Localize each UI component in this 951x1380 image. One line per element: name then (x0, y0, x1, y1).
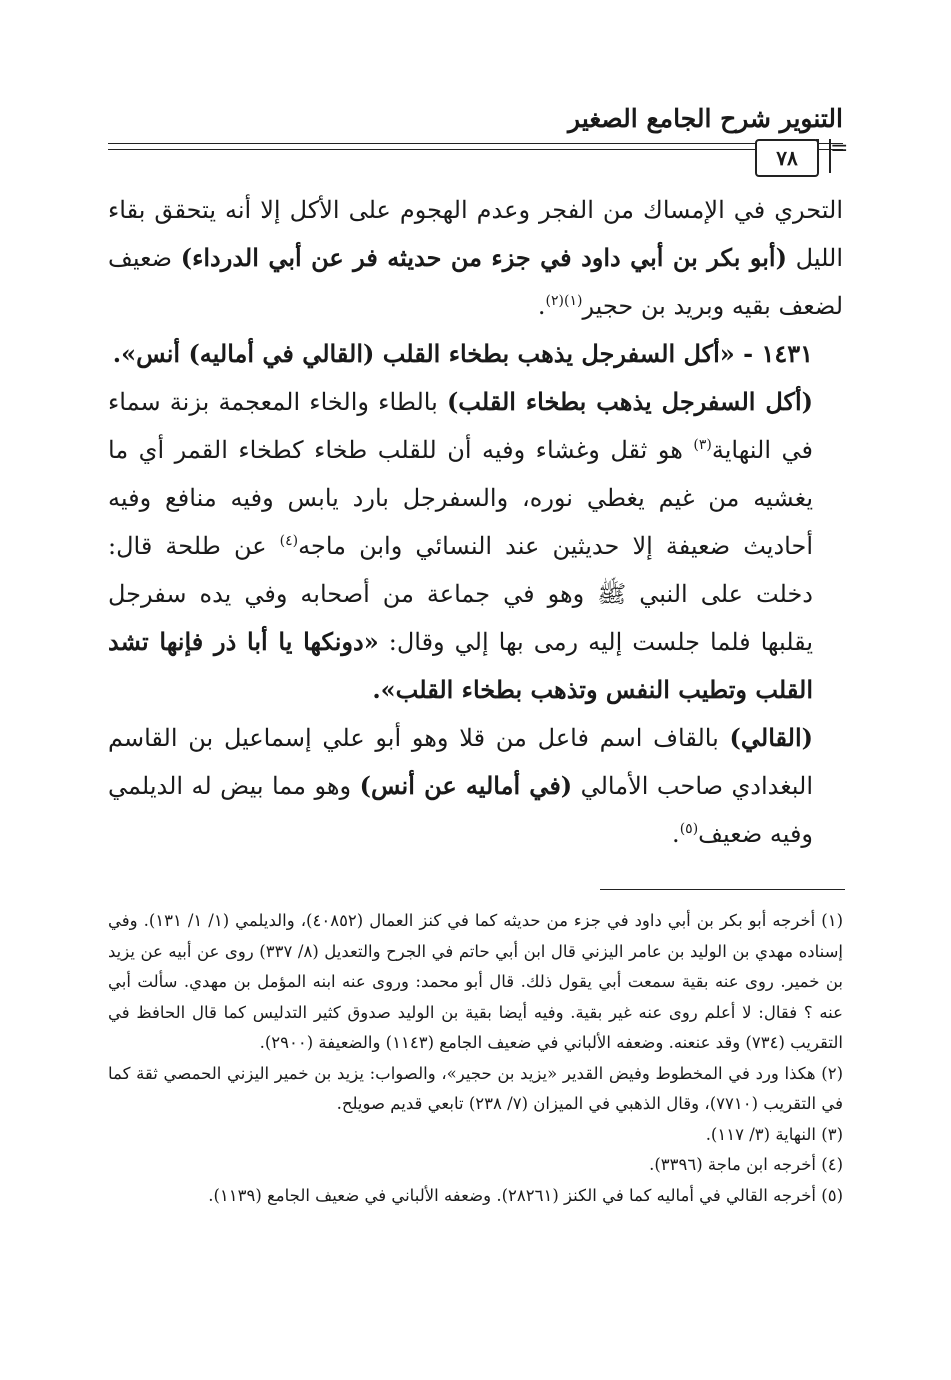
text-run: . (537, 292, 546, 320)
text-line: التحري في الإمساك من الفجر وعدم الهجوم على الأكل إلا أنه يتحقق بقاء الليل (108, 196, 844, 272)
text-run: هو ثقل وغشاء وفيه أن للقلب طخاء كطخاء القمر أي ما يغشيه من غيم يغطي نوره، والسفرجل بارد يابس وفيه منافع وفيه أحاديث ضعيفة إلا حديثين عند النسائي وابن ماجه (108, 436, 813, 560)
source-name: (القالي) (729, 723, 813, 752)
footnote-ref: (١)(٢) (545, 293, 583, 309)
source-citation: (أبو بكر بن أبي داود في جزء من حديثه فر عن أبي الدرداء) (180, 243, 787, 272)
footnote: (٢) هكذا ورد في المخطوط وفيض القدير «يزيد بن حجير»، والصواب: يزيد بن خمير اليزني الحمصي ثقة كما في التقريب (٧٧١٠)، وقال الذهبي في الميزان (٧/ ٢٣٨) تابعي قديم صويلح. (108, 1063, 843, 1113)
commentary-paragraph (108, 378, 843, 714)
hadith-quote: (أكل السفرجل يذهب بطخاء القلب) (446, 387, 813, 416)
hadith-heading: ١٤٣١ - «أكل السفرجل يذهب بطخاء القلب (القالي في أماليه) أنس». (112, 339, 813, 368)
footnote: (٣) النهاية (٣/ ١١٧). (705, 1124, 843, 1144)
commentary-paragraph (108, 714, 843, 858)
header-rule-bottom (108, 149, 843, 150)
footnote-separator (600, 889, 845, 890)
page-number: ٧٨ (755, 139, 819, 177)
hadith-quote: «دونكها يا أبا ذر فإنها تشد القلب وتطيب النفس وتذهب بطخاء القلب». (108, 627, 813, 704)
footnote: (٥) أخرجه القالي في أماليه كما في الكنز (٢٨٢٦١). وضعفه الألباني في ضعيف الجامع (١١٣٩). (208, 1185, 843, 1205)
footnote-ref: (٥) (679, 821, 699, 837)
footnotes (108, 906, 843, 1211)
text-run: بقيه وبريد بن حجير (582, 292, 771, 320)
source-citation: (في أماليه عن أنس) (359, 771, 573, 800)
footnote-ref: (٣) (693, 437, 712, 453)
text-run: بالطاء والخاء المعجمة بزنة سماء في النهاية (108, 388, 814, 464)
text-run: بالقاف اسم فاعل من قلا وهو أبو علي إسماعيل بن القاسم البغدادي صاحب الأمالي (108, 724, 814, 800)
footnote: (٤) أخرجه ابن ماجة (٣٣٩٦). (649, 1155, 843, 1174)
continuation-paragraph (108, 186, 843, 330)
text-run: وهو مما بيض له الديلمي وفيه ضعيف (108, 772, 813, 848)
header-rule-top (108, 143, 843, 144)
text-run: عن طلحة قال: دخلت على النبي ﷺ وهو في جماعة من أصحابه وفي يده سفرجل يقلبها فلما جلست إليه رمى بها إلي وقال: (108, 532, 814, 656)
text-run: . (672, 820, 680, 848)
footnote: (١) أخرجه أبو بكر بن أبي داود في جزء من حديثه كما في كنز العمال (٤٠٨٥٢)، والديلمي (١/ ١/ ١٣١). وفي إسناده مهدي بن الوليد بن عامر اليزني قال ابن أبي حاتم في الجرح والتعديل (٨/ ٣٣٧) روى عن أبيه عن يزيد بن خمير. روى عنه بقية سمعت أبي يقول ذلك. قال أبو محمد: وروى عنه ابنه المؤمل بن مهدي. سألت أبي عنه ؟ فقال: لا أعلم روى عنه غير بقية. وفيه أيضا بقية بن الوليد صدوق كثير التدليس كما قال الحافظ في التقريب (٧٣٤) وقد عنعنه. وضعفه الألباني في ضعيف الجامع (١١٤٣) والضعيفة (٢٩٠٠). (108, 911, 843, 1052)
footnote-ref: (٤) (279, 533, 299, 549)
running-title: التنوير شرح الجامع الصغير (568, 104, 843, 133)
header-rule-end-mark: = (830, 136, 849, 161)
text-run: ضعيف لضعف (108, 244, 843, 320)
main-text (108, 186, 843, 858)
